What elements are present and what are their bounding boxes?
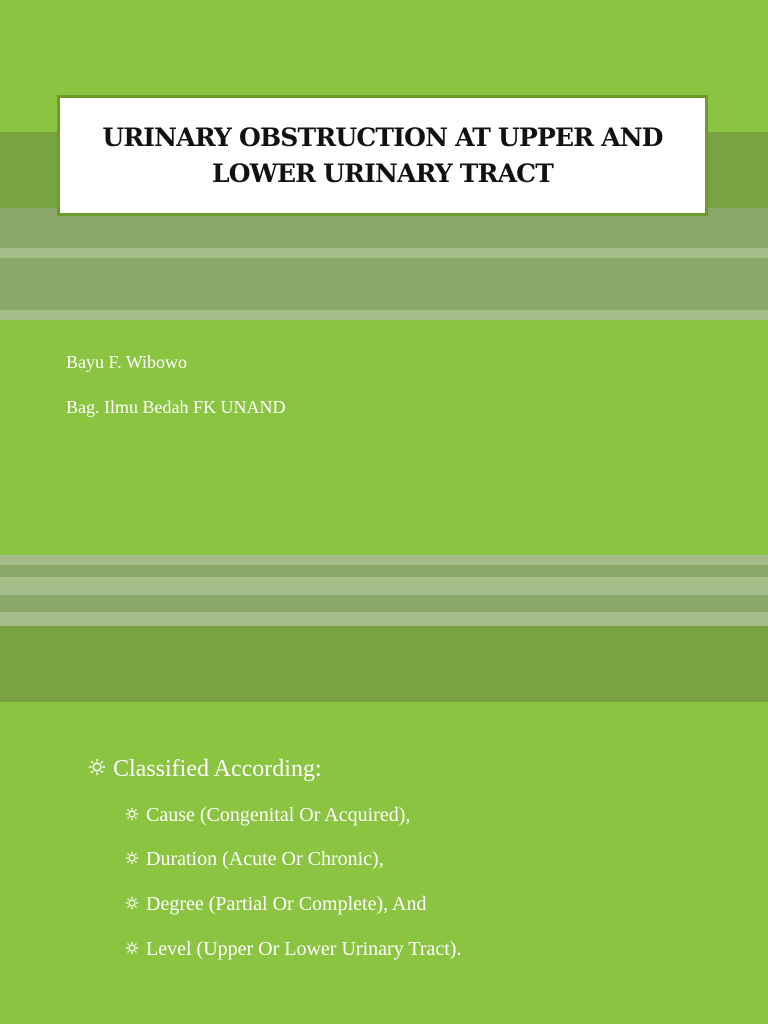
bottom-stripe [0,555,768,565]
bottom-light-band [0,565,768,577]
author-name: Bayu F. Wibowo [66,352,188,372]
sun-icon [125,848,139,871]
top-stripe [0,248,768,258]
top-stripe-2 [0,310,768,320]
slide-title: URINARY OBSTRUCTION AT UPPER AND LOWER URINARY TRACT [102,122,663,188]
bottom-dark-band [0,626,768,702]
top-light-band-2 [0,258,768,310]
bullet-text: Classified According: [113,756,322,782]
sub-bullet-cause [125,804,410,827]
sub-bullet-text: Cause (Congenital Or Acquired), [146,804,411,826]
sub-bullet-duration [125,848,384,871]
bottom-stripe-2 [0,577,768,595]
sub-bullet-text: Duration (Acute Or Chronic), [146,848,384,870]
bottom-stripe-3 [0,612,768,626]
sub-bullet-degree [125,893,426,916]
sub-bullet-text: Level (Upper Or Lower Urinary Tract). [146,938,462,960]
title-box [57,95,708,216]
sun-icon [125,804,139,827]
author-department: Bag. Ilmu Bedah FK UNAND [66,397,286,417]
sun-icon [125,938,139,961]
bullet-classified [88,756,322,783]
sub-bullet-level [125,938,461,961]
sub-bullet-text: Degree (Partial Or Complete), And [146,893,427,915]
sun-icon [125,893,139,916]
bottom-light-band-2 [0,595,768,612]
sun-icon [88,756,106,783]
